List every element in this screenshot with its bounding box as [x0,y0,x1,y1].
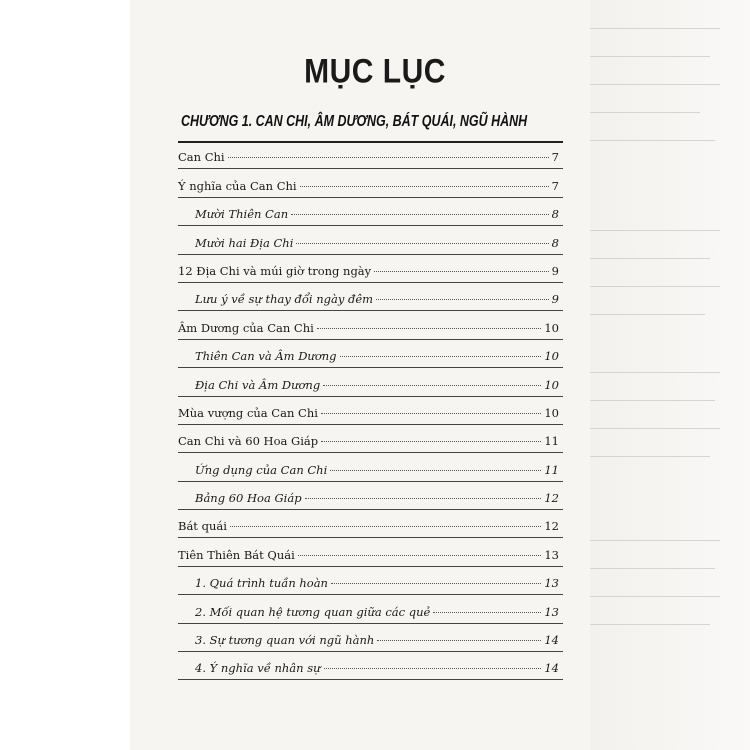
toc-entry[interactable] [178,567,563,595]
toc-entry-title: Mười Thiên Can [195,207,289,222]
toc-entry-page: 14 [544,633,559,648]
dot-leader [296,243,548,244]
dot-leader [376,299,549,300]
toc-entry-page: 10 [544,349,559,364]
dot-leader [321,441,541,442]
dot-leader [433,612,541,613]
toc-entry-title: Tiên Thiên Bát Quái [178,547,295,562]
toc-entry-title: Ứng dụng của Can Chi [195,462,328,477]
toc-entry[interactable] [178,397,563,425]
toc-entry-title: 12 Địa Chi và múi giờ trong ngày [178,263,372,278]
toc-entry[interactable] [178,538,563,566]
toc-entry-title: Ý nghĩa của Can Chi [178,178,297,193]
table-of-contents [178,141,563,680]
toc-entry[interactable] [178,510,563,538]
toc-entry-title: Âm Dương của Can Chi [178,320,314,335]
dot-leader [323,385,541,386]
toc-entry-page: 8 [551,207,559,222]
toc-entry-title: Bát quái [178,519,227,534]
toc-entry[interactable] [178,226,563,254]
toc-entry-page: 13 [544,604,559,619]
dot-leader [374,271,549,272]
toc-entry-page: 8 [551,235,559,250]
dot-leader [377,640,541,641]
toc-entry[interactable] [178,624,563,652]
toc-entry-page: 10 [544,320,559,335]
toc-entry-page: 9 [551,263,559,278]
toc-entry[interactable] [178,425,563,453]
dot-leader [317,328,542,329]
toc-entry-page: 10 [544,405,559,420]
toc-entry-title: Thiên Can và Âm Dương [195,349,337,364]
toc-entry-title: Lưu ý về sự thay đổi ngày đêm [195,292,374,307]
toc-entry-title: Địa Chi và Âm Dương [195,377,321,392]
dot-leader [331,583,541,584]
toc-entry-title: 2. Mối quan hệ tương quan giữa các quẻ [195,604,431,619]
dot-leader [340,356,542,357]
toc-entry-page: 11 [544,434,559,449]
toc-entry-page: 9 [551,292,559,307]
toc-entry-page: 7 [551,150,559,165]
toc-entry[interactable] [178,255,563,283]
toc-entry[interactable] [178,340,563,368]
dot-leader [324,668,542,669]
toc-entry-page: 7 [551,178,559,193]
toc-entry-title: Mười hai Địa Chi [195,235,294,250]
toc-entry-title: 1. Quá trình tuần hoàn [195,576,328,591]
toc-entry[interactable] [178,169,563,197]
toc-entry[interactable] [178,141,563,169]
dot-leader [330,470,541,471]
toc-entry-page: 12 [544,519,559,534]
toc-entry-page: 13 [544,547,559,562]
toc-entry-page: 13 [544,576,559,591]
toc-entry-page: 10 [544,377,559,392]
toc-entry[interactable] [178,482,563,510]
dot-leader [321,413,541,414]
dot-leader [230,526,541,527]
toc-entry[interactable] [178,453,563,481]
dot-leader [300,186,549,187]
page-title: MỤC LỤC [304,52,446,91]
dot-leader [291,214,549,215]
toc-entry-title: Can Chi [178,150,225,165]
toc-entry[interactable] [178,198,563,226]
toc-entry[interactable] [178,283,563,311]
toc-entry-page: 11 [544,462,559,477]
toc-entry-page: 12 [544,491,559,506]
toc-entry-title: 4. Ý nghĩa về nhân sự [195,661,321,676]
toc-entry-title: 3. Sự tương quan với ngũ hành [195,633,375,648]
dot-leader [228,157,549,158]
toc-entry[interactable] [178,652,563,680]
chapter-heading: CHƯƠNG 1. CAN CHI, ÂM DƯƠNG, BÁT QUÁI, NGŨ HÀNH [181,113,528,130]
dot-leader [305,498,542,499]
toc-entry-title: Bảng 60 Hoa Giáp [195,491,302,506]
dot-leader [298,555,542,556]
facing-page-shadow [590,0,750,750]
toc-entry-title: Can Chi và 60 Hoa Giáp [178,434,319,449]
toc-entry[interactable] [178,368,563,396]
toc-entry[interactable] [178,311,563,339]
toc-entry-title: Mùa vượng của Can Chi [178,405,318,420]
toc-entry-page: 14 [544,661,559,676]
toc-entry[interactable] [178,595,563,623]
